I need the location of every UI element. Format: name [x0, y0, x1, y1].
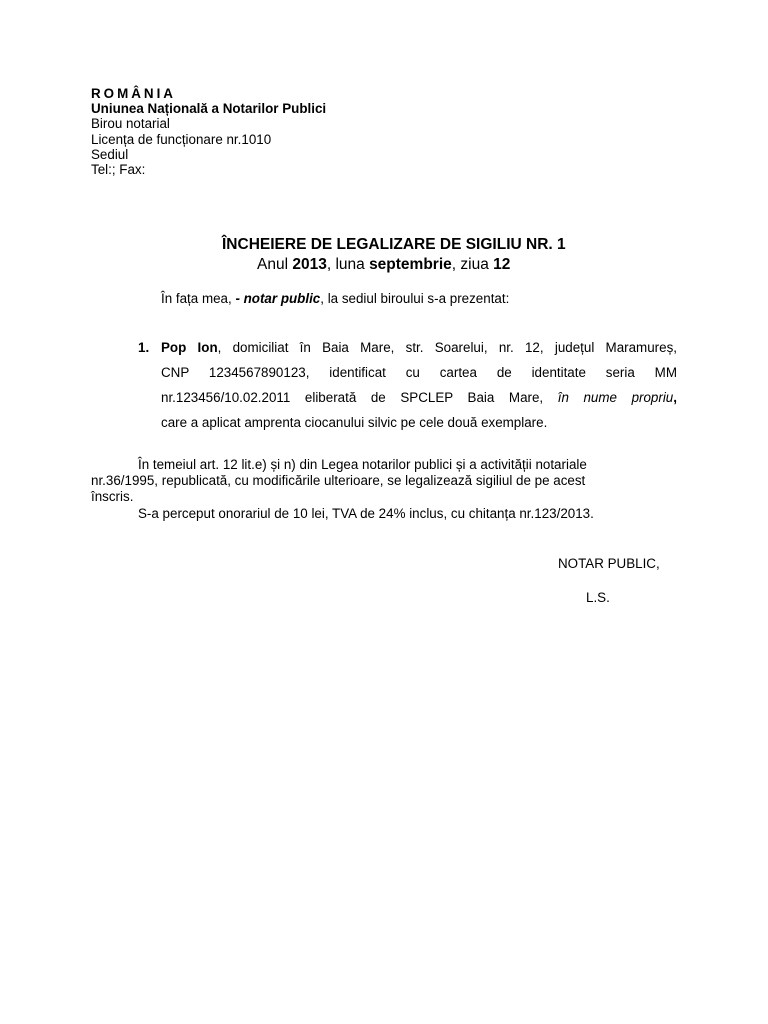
seal-placeholder: L.S. [586, 590, 610, 605]
contact-label: Tel:; Fax: [91, 162, 146, 177]
legal-line-2: nr.36/1995, republicată, cu modificările ulterioare, se legalizează sigiliul de pe acest [91, 473, 586, 488]
country-heading: ROMÂNIA [91, 86, 176, 101]
intro-paragraph: În fața mea, - notar public, la sediul biroului s-a prezentat: [161, 291, 510, 306]
date-day: 12 [493, 256, 511, 273]
fee-statement: S-a perceput onorariul de 10 lei, TVA de 24% inclus, cu chitanța nr.123/2013. [138, 506, 594, 521]
legal-line-1: În temeiul art. 12 lit.e) și n) din Legea notarilor publici și a activității notariale [138, 457, 587, 472]
office-label: Birou notarial [91, 116, 170, 131]
union-name: Uniunea Națională a Notarilor Publici [91, 101, 327, 116]
person-name: Pop Ion [161, 340, 218, 355]
date-month: septembrie [369, 256, 452, 273]
notary-label: - notar public [235, 291, 321, 306]
seat-label: Sediul [91, 147, 129, 162]
license-label: Licența de funcționare nr.1010 [91, 132, 272, 147]
legal-line-3: înscris. [91, 489, 134, 504]
own-name-note: în nume propriu [557, 390, 674, 405]
item-line-2: CNP 1234567890123, identificat cu cartea de identitate seria MM [161, 365, 677, 380]
signature-title: NOTAR PUBLIC, [558, 556, 660, 571]
document-date: Anul 2013, luna septembrie, ziua 12 [257, 256, 511, 273]
document-title: ÎNCHEIERE DE LEGALIZARE DE SIGILIU NR. 1 [222, 236, 566, 253]
item-line-3: nr.123456/10.02.2011 eliberată de SPCLEP Baia Mare, în nume propriu, [161, 390, 677, 405]
item-line-1: Pop Ion, domiciliat în Baia Mare, str. Soarelui, nr. 12, județul Maramureș, [161, 340, 677, 355]
date-year: 2013 [292, 256, 327, 273]
item-number: 1. [138, 340, 150, 355]
list-item [161, 335, 677, 435]
item-line-4: care a aplicat amprenta ciocanului silvic pe cele două exemplare. [161, 415, 548, 430]
